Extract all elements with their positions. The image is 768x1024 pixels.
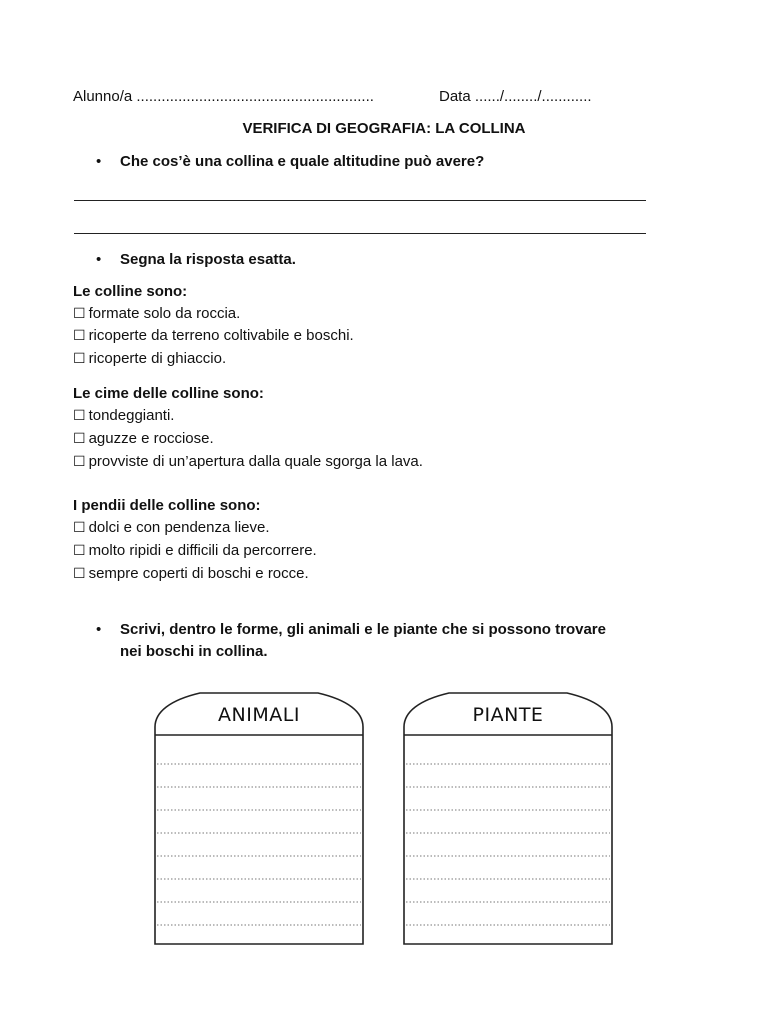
bullet-icon: • bbox=[96, 153, 102, 170]
checkbox-icon[interactable]: ☐ bbox=[73, 543, 86, 559]
option-3-3[interactable]: ☐ sempre coperti di boschi e rocce. bbox=[73, 565, 309, 582]
option-3-1[interactable]: ☐ dolci e con pendenza lieve. bbox=[73, 519, 270, 536]
question-2-text: Segna la risposta esatta. bbox=[120, 251, 296, 268]
tablet-label-piante: PIANTE bbox=[472, 704, 544, 726]
student-label: Alunno/a bbox=[73, 88, 133, 105]
student-name-line[interactable] bbox=[73, 88, 374, 105]
question-3-text-line-2: nei boschi in collina. bbox=[120, 643, 268, 660]
page-title: VERIFICA DI GEOGRAFIA: LA COLLINA bbox=[242, 120, 526, 137]
checkbox-icon[interactable]: ☐ bbox=[73, 520, 86, 536]
answer-line-2[interactable] bbox=[74, 233, 646, 234]
checkbox-icon[interactable]: ☐ bbox=[73, 328, 86, 344]
option-2-1[interactable]: ☐ tondeggianti. bbox=[73, 407, 175, 424]
checkbox-icon[interactable]: ☐ bbox=[73, 566, 86, 582]
question-1-text: Che cos’è una collina e quale altitudine può avere? bbox=[120, 153, 485, 170]
option-2-2[interactable]: ☐ aguzze e rocciose. bbox=[73, 430, 214, 447]
option-1-3[interactable]: ☐ ricoperte di ghiaccio. bbox=[73, 350, 227, 367]
option-3-2[interactable]: ☐ molto ripidi e difficili da percorrere. bbox=[73, 542, 317, 559]
checkbox-icon[interactable]: ☐ bbox=[73, 408, 86, 424]
checkbox-icon[interactable]: ☐ bbox=[73, 351, 86, 367]
checkbox-icon[interactable]: ☐ bbox=[73, 306, 86, 322]
option-1-1[interactable]: ☐ formate solo da roccia. bbox=[73, 305, 241, 322]
date-label: Data bbox=[439, 88, 471, 105]
group-1-title: Le colline sono: bbox=[73, 283, 188, 300]
checkbox-icon[interactable]: ☐ bbox=[73, 454, 86, 470]
date-line[interactable] bbox=[439, 88, 592, 105]
group-3-title: I pendii delle colline sono: bbox=[73, 497, 261, 514]
group-2-title: Le cime delle colline sono: bbox=[73, 385, 264, 402]
question-3-text-line-1: Scrivi, dentro le forme, gli animali e le piante che si possono trovare bbox=[120, 621, 606, 638]
option-1-2[interactable]: ☐ ricoperte da terreno coltivabile e boschi. bbox=[73, 327, 354, 344]
tablet-piante[interactable] bbox=[404, 693, 612, 944]
tablet-animali[interactable] bbox=[155, 693, 363, 944]
bullet-icon: • bbox=[96, 621, 102, 638]
tablet-label-animali: ANIMALI bbox=[218, 704, 300, 726]
bullet-icon: • bbox=[96, 251, 102, 268]
student-dots: ......................................................... bbox=[136, 88, 374, 105]
answer-line-1[interactable] bbox=[74, 200, 646, 201]
checkbox-icon[interactable]: ☐ bbox=[73, 431, 86, 447]
date-blank: ....../......../............ bbox=[474, 88, 592, 105]
option-2-3[interactable]: ☐ provviste di un’apertura dalla quale sgorga la lava. bbox=[73, 453, 423, 470]
